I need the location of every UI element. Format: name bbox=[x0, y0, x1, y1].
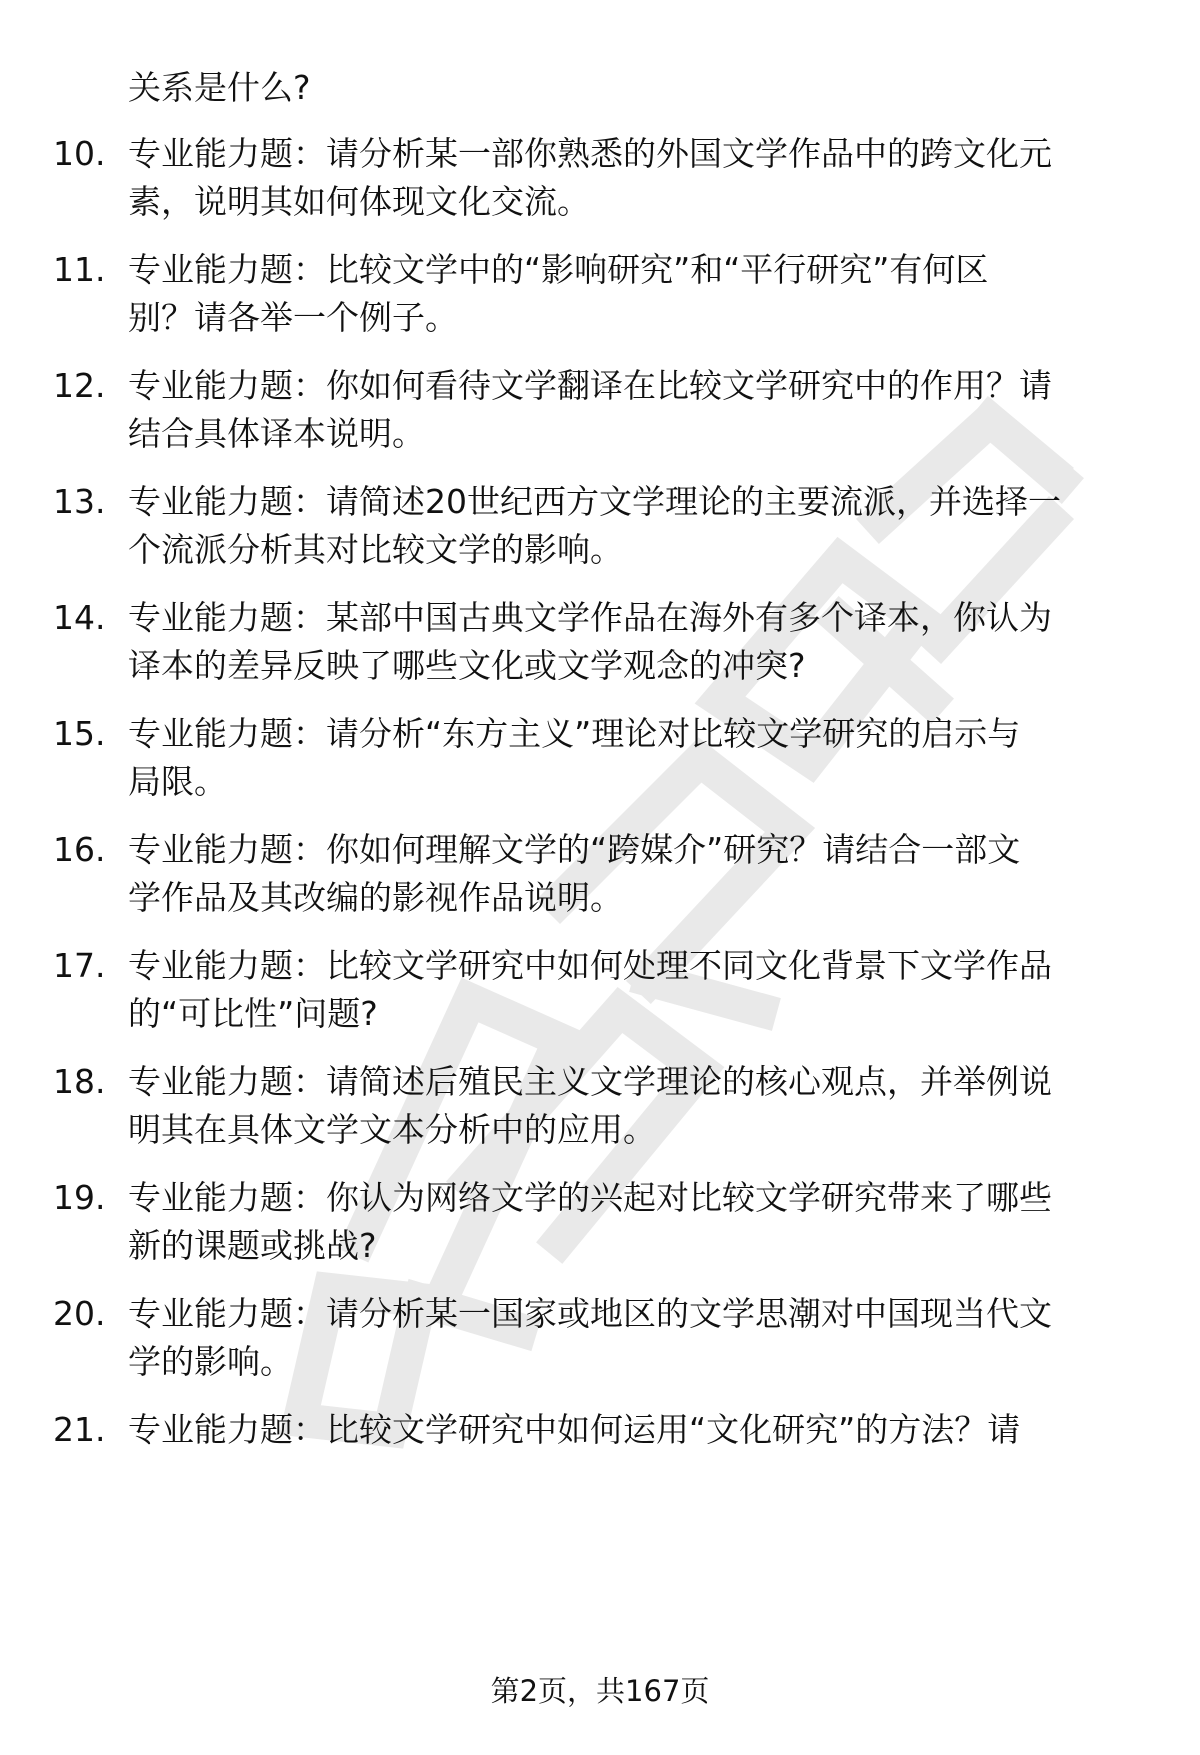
question-text bbox=[128, 1290, 1148, 1386]
continued-line: 关系是什么? bbox=[128, 68, 311, 107]
question-text bbox=[128, 1174, 1148, 1270]
question-number: 18. bbox=[53, 1062, 106, 1101]
question-number: 13. bbox=[53, 482, 106, 521]
question-line: 明其在具体文学文本分析中的应用。 bbox=[128, 1110, 656, 1149]
question-number: 17. bbox=[53, 946, 106, 985]
question-number: 12. bbox=[53, 366, 106, 405]
question-line: 专业能力题：某部中国古典文学作品在海外有多个译本，你认为 bbox=[128, 598, 1052, 637]
question-text bbox=[128, 942, 1148, 1038]
question-line: 专业能力题：请分析“东方主义”理论对比较文学研究的启示与 bbox=[128, 714, 1021, 753]
question-line: 素，说明其如何体现文化交流。 bbox=[128, 182, 590, 221]
question-line: 专业能力题：请简述20世纪西方文学理论的主要流派，并选择一 bbox=[128, 482, 1061, 521]
question-line: 专业能力题：比较文学研究中如何运用“文化研究”的方法？请 bbox=[128, 1410, 1021, 1449]
question-text bbox=[128, 710, 1148, 806]
question-number: 15. bbox=[53, 714, 106, 753]
question-text bbox=[128, 594, 1148, 690]
question-line: 专业能力题：你如何理解文学的“跨媒介”研究？请结合一部文 bbox=[128, 830, 1021, 869]
question-number: 19. bbox=[53, 1178, 106, 1217]
question-line: 别？请各举一个例子。 bbox=[128, 298, 458, 337]
question-text bbox=[128, 1058, 1148, 1154]
question-line: 的“可比性”问题? bbox=[128, 994, 378, 1033]
question-number: 11. bbox=[53, 250, 106, 289]
question-number: 20. bbox=[53, 1294, 106, 1333]
question-line: 专业能力题：比较文学研究中如何处理不同文化背景下文学作品 bbox=[128, 946, 1052, 985]
question-number: 16. bbox=[53, 830, 106, 869]
question-number: 21. bbox=[53, 1410, 106, 1449]
question-line: 学作品及其改编的影视作品说明。 bbox=[128, 878, 623, 917]
question-line: 局限。 bbox=[128, 762, 227, 801]
question-line: 新的课题或挑战? bbox=[128, 1226, 377, 1265]
question-line: 专业能力题：你认为网络文学的兴起对比较文学研究带来了哪些 bbox=[128, 1178, 1052, 1217]
question-line: 结合具体译本说明。 bbox=[128, 414, 425, 453]
question-line: 专业能力题：比较文学中的“影响研究”和“平行研究”有何区 bbox=[128, 250, 989, 289]
question-line: 专业能力题：请分析某一国家或地区的文学思潮对中国现当代文 bbox=[128, 1294, 1052, 1333]
page-footer: 第2页，共167页 bbox=[490, 1674, 710, 1708]
question-text bbox=[128, 826, 1148, 922]
question-number: 10. bbox=[53, 134, 106, 173]
question-text bbox=[128, 1406, 1148, 1454]
question-text bbox=[128, 130, 1148, 226]
question-line: 译本的差异反映了哪些文化或文学观念的冲突? bbox=[128, 646, 806, 685]
question-text bbox=[128, 246, 1148, 342]
question-number: 14. bbox=[53, 598, 106, 637]
question-line: 学的影响。 bbox=[128, 1342, 293, 1381]
question-text bbox=[128, 478, 1148, 574]
question-line: 个流派分析其对比较文学的影响。 bbox=[128, 530, 623, 569]
question-line: 专业能力题：请简述后殖民主义文学理论的核心观点，并举例说 bbox=[128, 1062, 1052, 1101]
question-text bbox=[128, 362, 1148, 458]
question-line: 专业能力题：你如何看待文学翻译在比较文学研究中的作用？请 bbox=[128, 366, 1052, 405]
question-line: 专业能力题：请分析某一部你熟悉的外国文学作品中的跨文化元 bbox=[128, 134, 1052, 173]
